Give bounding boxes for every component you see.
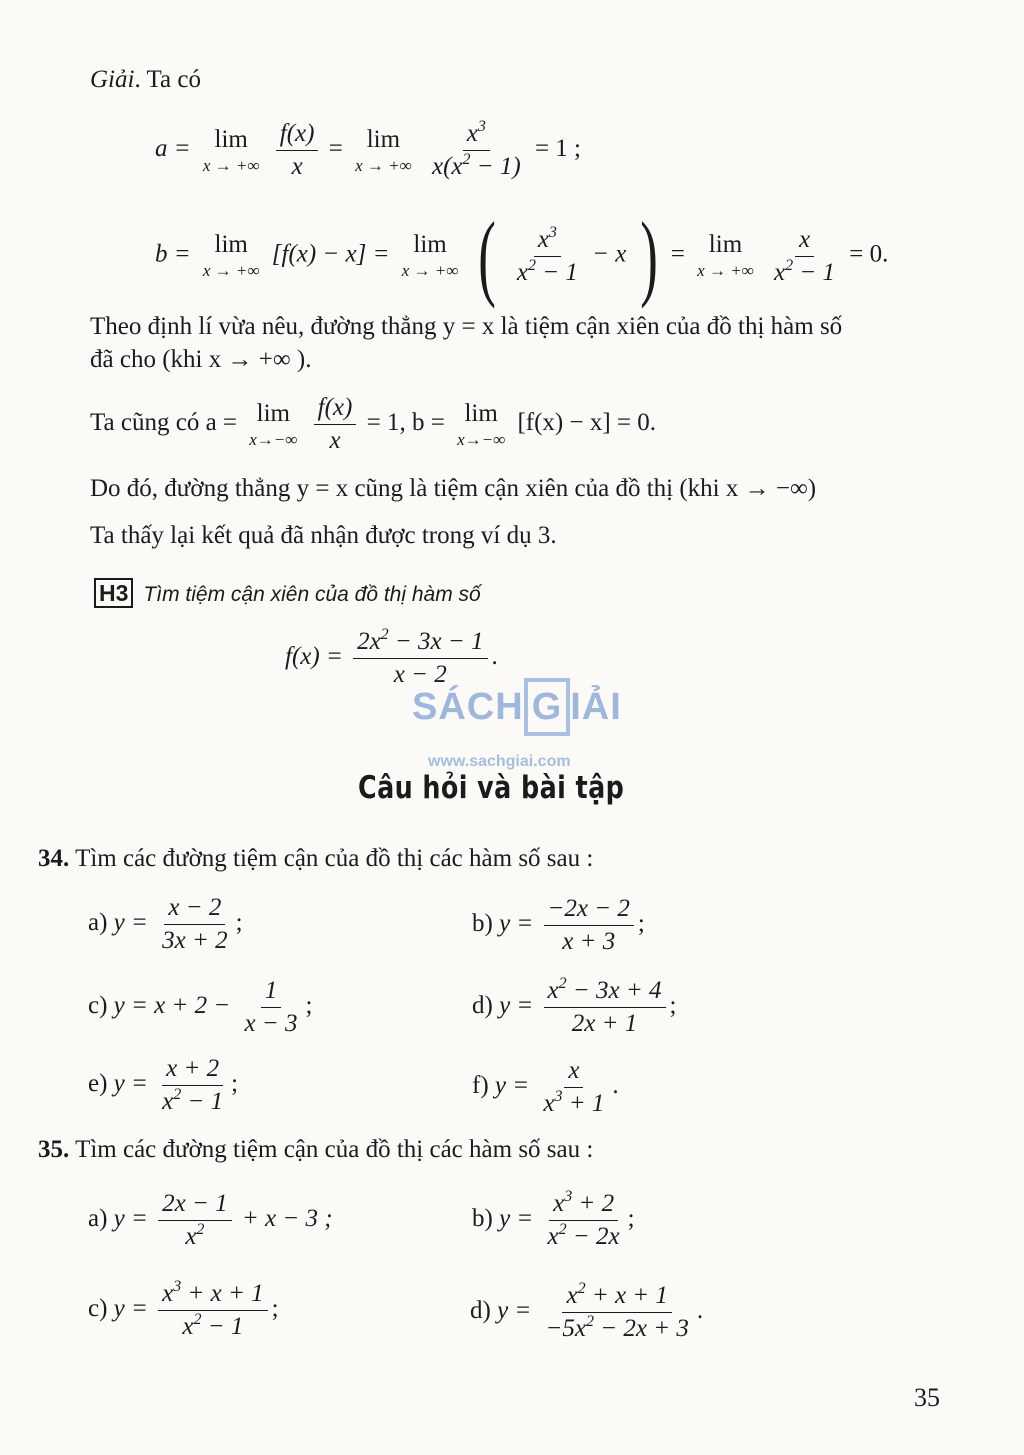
limit: lim x → +∞ bbox=[355, 125, 412, 175]
h3-text: Tìm tiệm cận xiên của đồ thị hàm số bbox=[143, 583, 481, 606]
fraction: $\frac{x^3}{x(x^2 - 1)}$ bbox=[431, 118, 521, 180]
exercise-35-heading: 35. Tìm các đường tiệm cận của đồ thị các hàm số sau : bbox=[38, 1136, 594, 1163]
right-paren: ) bbox=[639, 202, 658, 309]
exercise-34-d: d) y = $\frac{x^2 - 3x + 4}{2x + 1}$ ; bbox=[472, 975, 677, 1037]
section-title: Câu hỏi và bài tập bbox=[358, 770, 625, 806]
fraction: $\frac{x^3}{x^2 - 1}$ bbox=[516, 223, 578, 286]
h3-formula: f(x) = $\frac{2x^2 - 3x - 1}{x - 2}$ . bbox=[285, 626, 498, 691]
limit: lim x→−∞ bbox=[457, 399, 506, 449]
paragraph: Ta thấy lại kết quả đã nhận được trong ví dụ 3. bbox=[90, 522, 557, 549]
fraction: $\frac{2x^2 - 3x - 1}{x - 2}$ bbox=[353, 626, 487, 691]
exercise-35-d: d) y = $\frac{x^2 + x + 1}{-5x^2 - 2x + 3}$ . bbox=[470, 1280, 704, 1342]
paragraph: đã cho (khi x → +∞ ). bbox=[90, 346, 312, 373]
exercise-34-f: f) y = $\frac{x}{x^3 + 1}$ . bbox=[472, 1057, 619, 1117]
paragraph: Do đó, đường thẳng y = x cũng là tiệm cận xiên của đồ thị (khi x → −∞) bbox=[90, 475, 817, 502]
equation-b: b = lim x → +∞ [f(x) − x] = lim x → +∞ ( $\frac{x^3}{x^2 - 1}$ − x ) = lim x → +∞ $\frac{x}{x^2 - 1}$ = 0. bbox=[155, 202, 889, 309]
page-number: 35 bbox=[914, 1383, 940, 1412]
limit: lim x → +∞ bbox=[202, 125, 260, 175]
exercise-35-b: b) y = $\frac{x^3 + 2}{x^2 - 2x}$ ; bbox=[472, 1188, 635, 1250]
equation-a: a = lim x → +∞ $\frac{f(x)}{x}$ = lim x → +∞ $\frac{x^3}{x(x^2 - 1)}$ = 1 ; bbox=[155, 118, 581, 183]
exercise-34-heading: 34. Tìm các đường tiệm cận của đồ thị các hàm số sau : bbox=[38, 845, 594, 872]
fraction: $\frac{f(x)}{x}$ bbox=[314, 392, 357, 457]
also-limits: Ta cũng có a = lim x→−∞ $\frac{f(x)}{x}$ = 1, b = lim x→−∞ [f(x) − x] = 0. bbox=[90, 392, 656, 457]
exercise-35-a: a) y = $\frac{2x - 1}{x^2}$ + x − 3 ; bbox=[88, 1190, 333, 1250]
exercise-35-c: c) y = $\frac{x^3 + x + 1}{x^2 - 1}$ ; bbox=[88, 1278, 279, 1340]
left-paren: ( bbox=[477, 202, 496, 309]
watermark-url: www.sachgiai.com bbox=[428, 753, 571, 770]
exercise-34-a: a) y = $\frac{x - 2}{3x + 2}$ ; bbox=[88, 894, 243, 954]
solution-label: Giải bbox=[90, 66, 135, 93]
limit: lim x → +∞ bbox=[697, 231, 754, 280]
watermark-logo: SÁCH G IẢI bbox=[412, 678, 622, 736]
limit: lim x → +∞ bbox=[401, 231, 459, 280]
fraction: $\frac{x}{x^2 - 1}$ bbox=[774, 225, 836, 286]
h3-badge: H3 bbox=[94, 578, 133, 608]
exercise-34-c: c) y = x + 2 − $\frac{1}{x - 3}$ ; bbox=[88, 977, 313, 1037]
h3-prompt bbox=[94, 578, 481, 608]
limit: lim x → +∞ bbox=[202, 231, 260, 280]
fraction: $\frac{f(x)}{x}$ bbox=[276, 118, 319, 183]
limit: lim x→−∞ bbox=[249, 399, 298, 449]
exercise-34-e: e) y = $\frac{x + 2}{x^2 - 1}$ ; bbox=[88, 1055, 239, 1115]
paragraph: Theo định lí vừa nêu, đường thẳng y = x là tiệm cận xiên của đồ thị hàm số bbox=[90, 313, 843, 340]
exercise-34-b: b) y = $\frac{-2x - 2}{x + 3}$ ; bbox=[472, 895, 645, 955]
solution-intro: Giải. Ta có bbox=[90, 66, 201, 93]
